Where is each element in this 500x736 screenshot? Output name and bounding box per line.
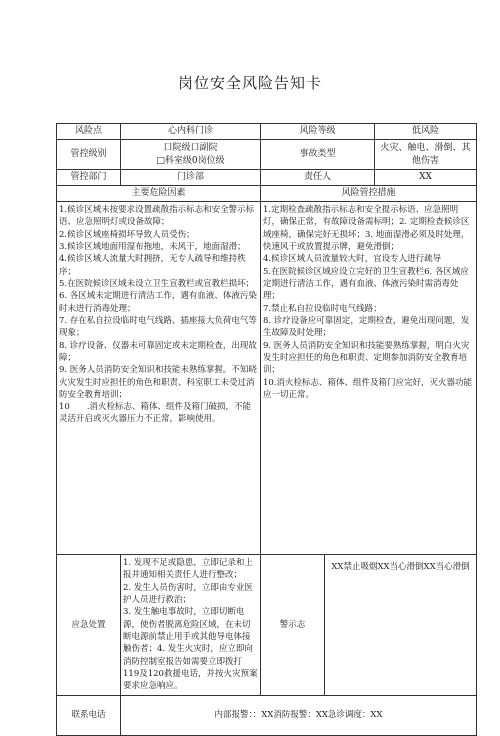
emergency-step: 2. 发生人员伤害时，立即由专业医护人员进行救治； [123, 582, 253, 606]
measure-item: 8. 诊疗设备应可靠固定，定期检查，避免出现问题，发生故障及时处理； [263, 315, 470, 339]
risk-point-value: 心内科门诊 [121, 124, 261, 140]
control-dept-label: 管控部门 [57, 170, 121, 186]
measure-item: 7.禁止私自拉设临时电气线路； [263, 303, 382, 314]
hazards-list [57, 202, 261, 555]
hazard-item: 1.候诊区域未按要求设置疏散指示标志和安全警示标语、应急照明灯或设备故障； [59, 205, 255, 228]
hazard-item: 3.候诊区域地面用湿布拖地，未风干，地面湿滑； [59, 242, 246, 253]
hazard-item: 4.候诊区域人流量大时拥挤，无专人疏导和维持秩序； [59, 254, 246, 277]
page-title: 岗位安全风险告知卡 [177, 74, 322, 92]
accident-type-label: 事故类型 [261, 140, 375, 170]
risk-level-label: 风险等级 [261, 124, 375, 140]
emergency-steps [121, 555, 261, 695]
hazard-item: 9. 医务人员消防安全知识和技能未熟练掌握。不知晓火灾发生时应担任的角色和职责、科室职工未受过消防安全教育培训； [59, 365, 257, 400]
risk-level-value: 低风险 [375, 124, 477, 140]
risk-card-table [56, 123, 477, 736]
hazard-item: 6. 各区域未定期进行清洁工作，遇有血液、体液污染时未进行消毒处理； [59, 291, 257, 314]
measures-heading: 风险管控措施 [261, 186, 477, 202]
control-dept-value: 门诊部 [121, 170, 261, 186]
hazard-item: 7. 存在私自拉设临时电气线路、插座接大负荷电气等现象； [59, 315, 257, 339]
emergency-label: 应急处置 [57, 555, 121, 695]
contact-value: 内部报警：：XX消防报警：XX急诊调度：XX [121, 695, 477, 735]
risk-point-label: 风险点 [57, 124, 121, 140]
accident-type-value: 火灾、触电、滑倒、其他伤害 [375, 140, 477, 170]
hazard-item: 2.候诊区域座椅损坏导致人员受伤； [59, 229, 195, 240]
warning-signs-label: 警示志 [261, 555, 325, 695]
hazard-item: 10 .消火栓标志、箱体、组件及箱门破损，不能灵活开启或灭火器压力不正常，影响使用。 [59, 402, 252, 425]
grade-option-1: 口院级口副院 [163, 142, 218, 153]
measures-list [261, 202, 477, 555]
control-grade-label: 管控级别 [57, 140, 121, 170]
control-grade-value [121, 140, 261, 170]
emergency-step: 1. 发现不足或隐患，立即记录和上报并通知相关责任人进行整改； [123, 558, 253, 581]
hazard-item: 8. 诊疗设备、仪器未可靠固定或未定期检查，出现故障； [59, 340, 257, 363]
measure-item: 10.消火栓标志、箱体、组件及箱门应完好，灭火器功能应一切正常。 [263, 377, 473, 400]
measure-item: 5.在医院候诊区域应设立完好的卫生宣教栏6. 各区域应定期进行清洁工作，遇有血液、体液污染时需消毒处理； [263, 266, 469, 302]
measure-item: 1.定期检查疏散指示标志和安全提示标语、应急照明灯，确保正常，有故障设备需标明；2. 定期检查候诊区域座椅，确保完好无损坏；3. 地面湿滑必须及时处理，快速风干或放置提示牌，避免滑倒； [263, 205, 470, 253]
grade-option-2: □科室级0岗位级 [156, 155, 225, 166]
warning-signs-value: XX禁止吸烟XX当心滑倒XX当心滑倒 [325, 555, 477, 695]
hazard-item: 5.在医院候诊区域未设立卫生宣教栏或宣教栏损坏； [59, 279, 255, 290]
measure-item: 4.候诊区域人员流量较大时，宜设专人进行疏导 [263, 254, 442, 265]
emergency-step: 3. 发生触电事故时，立即切断电源，使伤者脱离危险区域，在未切断电源前禁止用手或其他导电体接触伤者；4. 发生火灾时，应立即向消防控制室报告如需要立即拨打119及120救援电话，并按火灾预案要求应急响应。 [123, 607, 258, 692]
responsible-person-label: 责任人 [261, 170, 375, 186]
contact-label: 联系电话 [57, 695, 121, 735]
responsible-person-value: XX [375, 170, 477, 186]
hazards-heading: 主要危险因素 [57, 186, 261, 202]
measure-item: 9. 医务人员消防安全知识和技能要熟练掌握，明白火灾发生时应担任的角色和职责、定期参加消防安全教育培训； [263, 340, 470, 376]
